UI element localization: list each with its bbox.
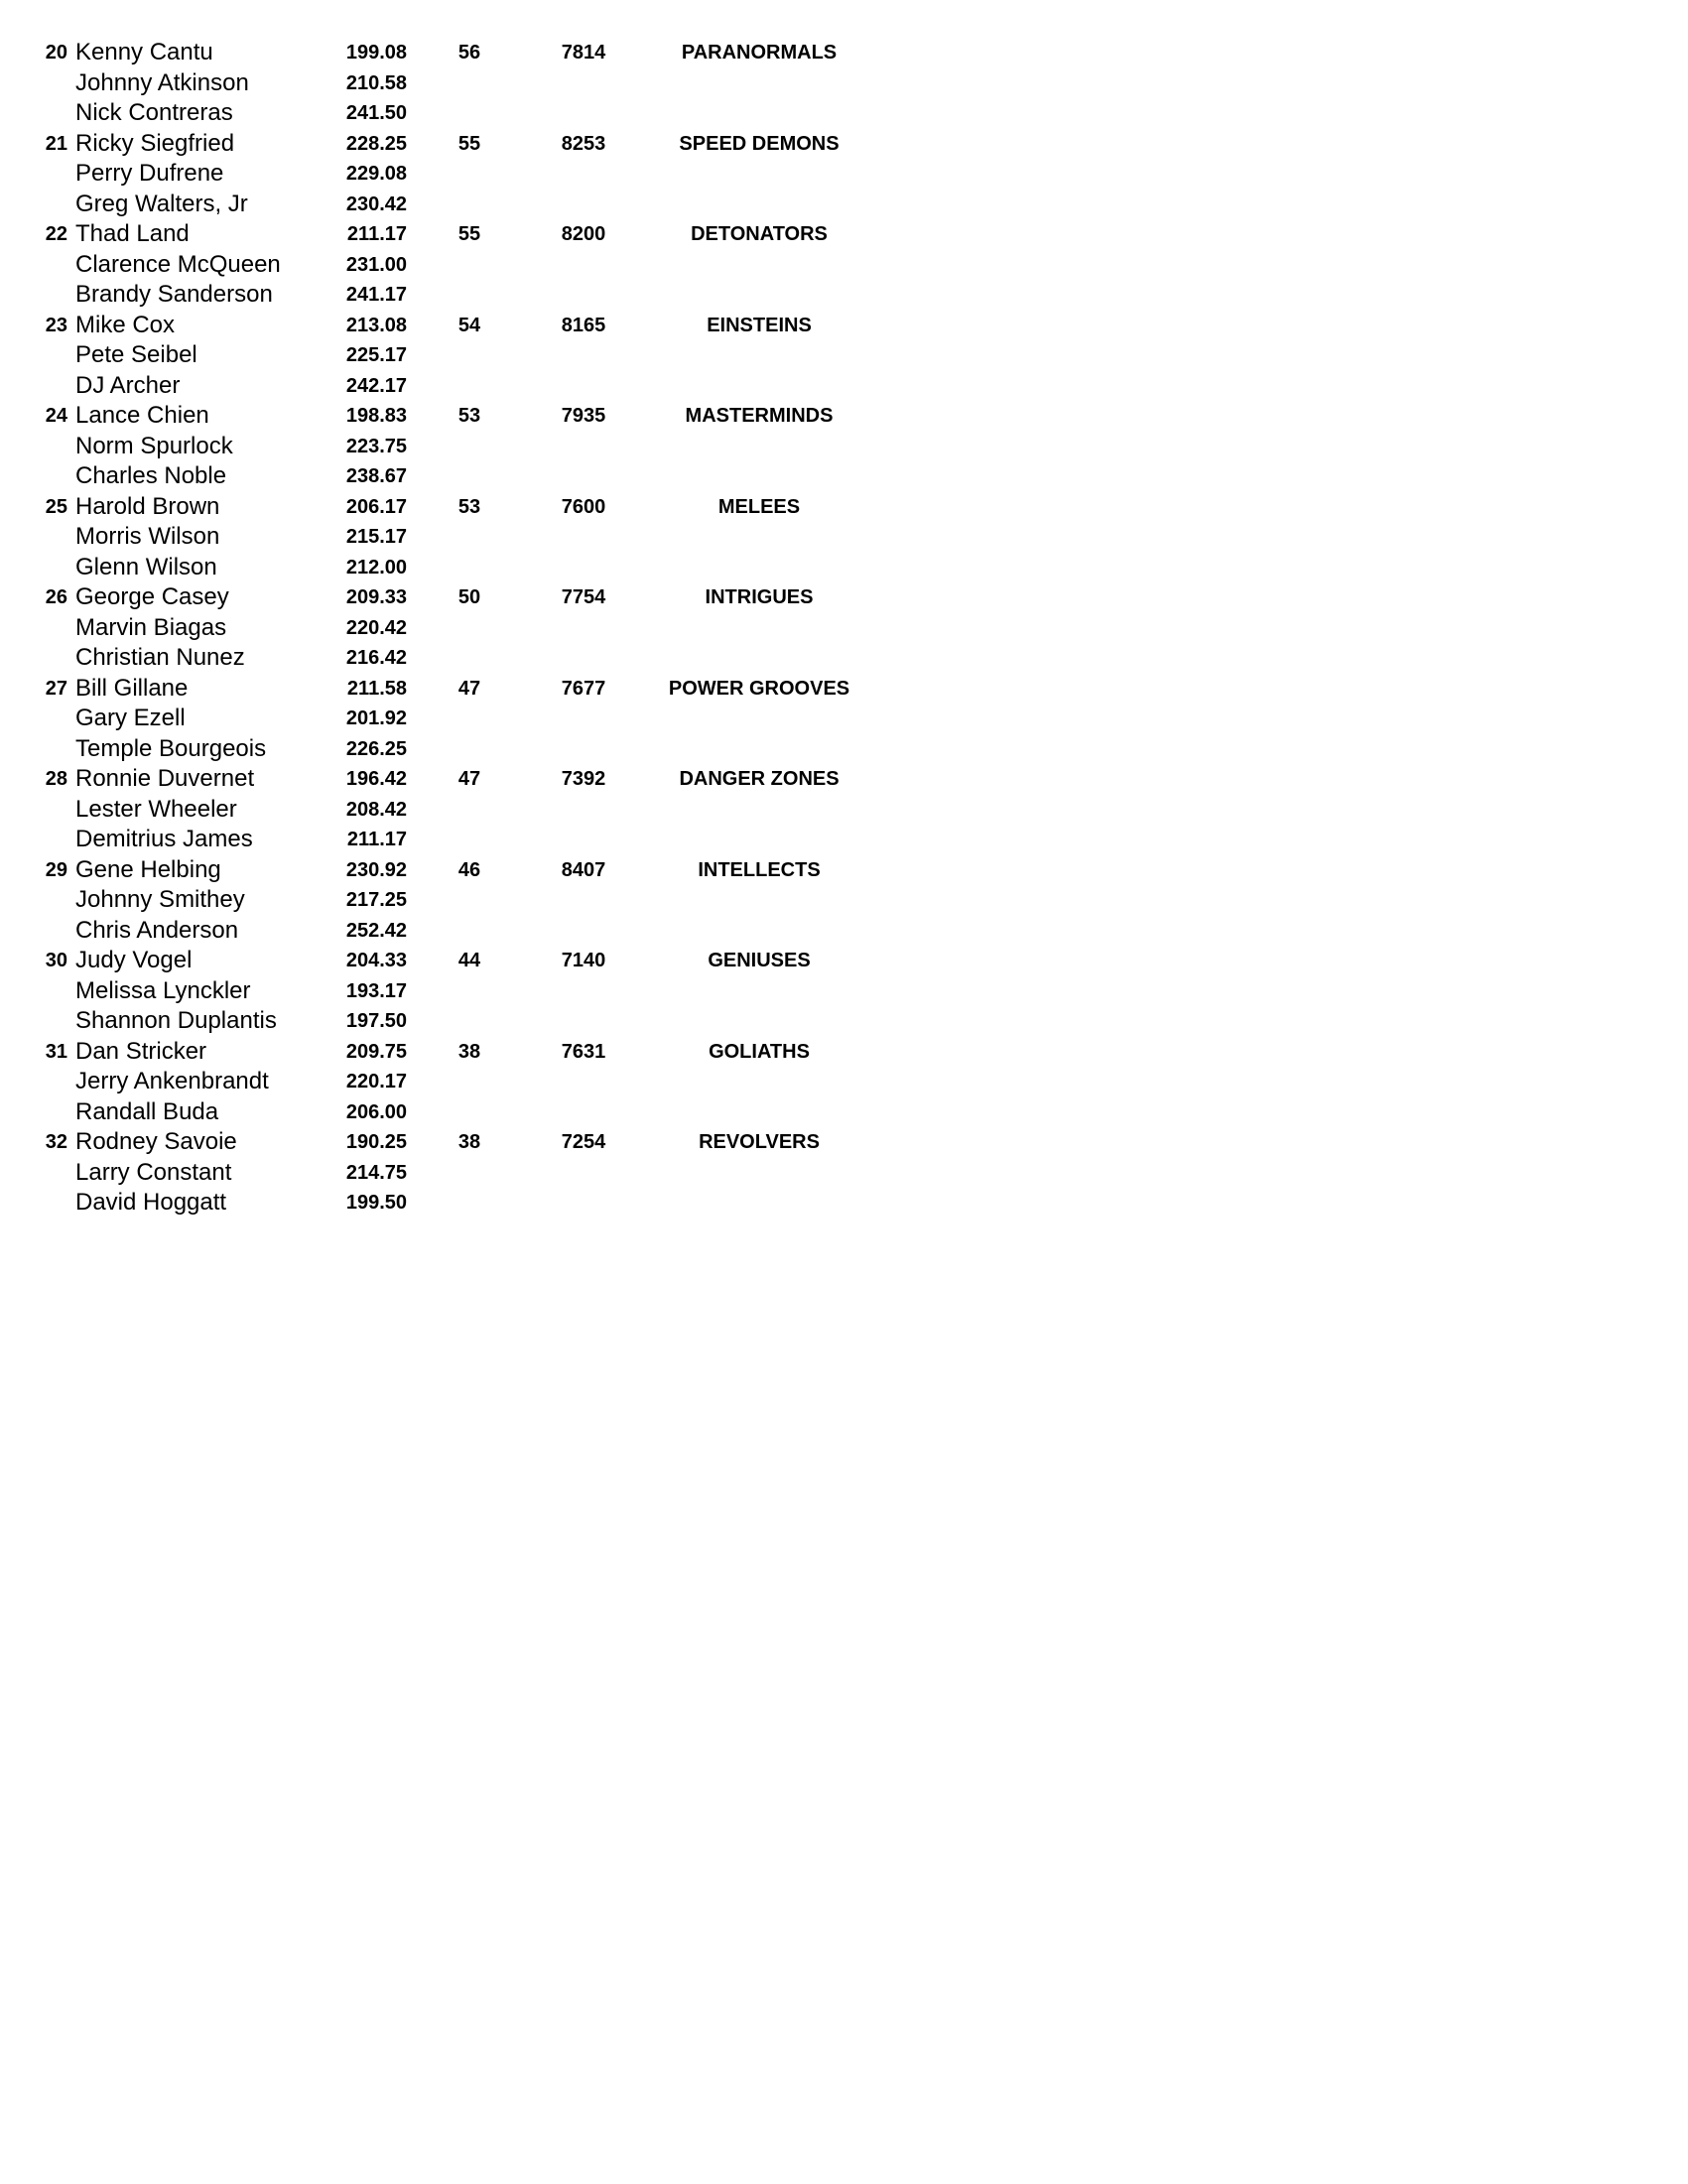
- player-name: Larry Constant: [75, 1158, 232, 1186]
- player-average: 217.25: [345, 889, 407, 911]
- player-name: Clarence McQueen: [75, 250, 281, 278]
- team-block: [0, 129, 992, 220]
- team-points: 53: [457, 405, 481, 427]
- team-pins: 7600: [561, 495, 606, 518]
- player-average: 225.17: [345, 344, 407, 366]
- team-pins: 8165: [561, 314, 606, 336]
- player-name: Morris Wilson: [75, 523, 220, 550]
- team-rank: 22: [45, 223, 67, 245]
- team-name: MASTERMINDS: [685, 405, 834, 427]
- player-average: 230.92: [345, 858, 407, 881]
- standings-table: [0, 38, 992, 1219]
- team-pins: 7677: [561, 677, 606, 700]
- player-row: [0, 522, 992, 553]
- player-name: Christian Nunez: [75, 644, 245, 671]
- player-average: 212.00: [345, 556, 407, 578]
- player-name: Johnny Smithey: [75, 886, 245, 913]
- player-row: [0, 492, 992, 523]
- player-average: 242.17: [345, 374, 407, 397]
- player-row: [0, 855, 992, 886]
- player-row: [0, 946, 992, 976]
- player-name: Nick Contreras: [75, 99, 233, 126]
- team-points: 54: [457, 314, 481, 336]
- team-name: POWER GROOVES: [668, 677, 850, 700]
- team-points: 46: [457, 858, 481, 881]
- team-points: 38: [457, 1040, 481, 1063]
- team-rank: 21: [45, 132, 67, 155]
- team-points: 55: [457, 132, 481, 155]
- player-average: 220.17: [345, 1071, 407, 1092]
- player-average: 206.00: [345, 1100, 407, 1123]
- player-name: Kenny Cantu: [75, 39, 213, 65]
- player-name: Shannon Duplantis: [75, 1007, 277, 1034]
- player-average: 238.67: [345, 465, 407, 487]
- player-average: 208.42: [345, 798, 407, 821]
- team-block: [0, 1127, 992, 1219]
- team-rank: 23: [45, 314, 67, 336]
- player-name: Ricky Siegfried: [75, 129, 235, 157]
- player-average: 252.42: [345, 919, 407, 942]
- team-pins: 7754: [561, 586, 606, 608]
- player-name: Chris Anderson: [75, 916, 239, 944]
- player-average: 216.42: [345, 647, 407, 669]
- player-name: Gary Ezell: [75, 705, 186, 731]
- player-average: 228.25: [345, 132, 407, 155]
- player-row: [0, 38, 992, 68]
- player-name: Dan Stricker: [75, 1037, 207, 1065]
- player-name: Melissa Lynckler: [75, 976, 251, 1004]
- team-rank: 26: [45, 586, 67, 608]
- player-name: Lance Chien: [75, 402, 209, 429]
- player-average: 193.17: [345, 979, 407, 1002]
- player-average: 214.75: [345, 1161, 407, 1184]
- player-row: [0, 461, 992, 492]
- team-block: [0, 946, 992, 1037]
- team-block: [0, 492, 992, 583]
- team-rank: 25: [45, 495, 67, 518]
- team-block: [0, 219, 992, 311]
- team-points: 38: [457, 1131, 481, 1153]
- player-average: 213.08: [345, 314, 407, 336]
- team-rank: 27: [45, 677, 67, 700]
- player-row: [0, 250, 992, 281]
- player-row: [0, 1127, 992, 1158]
- player-average: 230.42: [345, 193, 407, 215]
- player-average: 201.92: [345, 707, 407, 729]
- player-row: [0, 432, 992, 462]
- player-name: Johnny Atkinson: [75, 68, 249, 96]
- player-average: 209.33: [345, 586, 407, 608]
- player-average: 241.17: [345, 284, 407, 306]
- team-pins: 7814: [561, 42, 606, 64]
- player-row: [0, 553, 992, 583]
- player-average: 210.58: [345, 71, 407, 94]
- player-name: Perry Dufrene: [75, 160, 224, 187]
- player-row: [0, 825, 992, 855]
- player-row: [0, 916, 992, 947]
- team-rank: 32: [45, 1131, 67, 1153]
- player-row: [0, 371, 992, 402]
- player-row: [0, 219, 992, 250]
- team-name: INTELLECTS: [698, 858, 821, 881]
- team-rank: 29: [45, 858, 67, 881]
- team-name: REVOLVERS: [699, 1131, 820, 1153]
- player-average: 199.08: [345, 42, 407, 64]
- player-average: 211.17: [346, 223, 407, 245]
- player-name: David Hoggatt: [75, 1189, 227, 1216]
- player-name: George Casey: [75, 583, 229, 610]
- player-name: Gene Helbing: [75, 855, 221, 883]
- team-block: [0, 1037, 992, 1128]
- team-rank: 24: [45, 405, 67, 427]
- player-average: 229.08: [345, 163, 407, 185]
- team-pins: 7254: [561, 1131, 606, 1153]
- team-block: [0, 38, 992, 129]
- team-pins: 7631: [561, 1040, 606, 1063]
- player-row: [0, 159, 992, 190]
- player-row: [0, 401, 992, 432]
- player-row: [0, 674, 992, 705]
- team-pins: 8200: [561, 223, 606, 245]
- player-average: 231.00: [345, 253, 407, 276]
- team-block: [0, 311, 992, 402]
- team-rank: 20: [45, 42, 67, 64]
- player-row: [0, 582, 992, 613]
- player-average: 215.17: [345, 526, 407, 548]
- team-name: GENIUSES: [708, 950, 811, 971]
- player-name: Thad Land: [75, 220, 190, 247]
- player-row: [0, 1067, 992, 1097]
- player-name: Glenn Wilson: [75, 553, 217, 580]
- team-name: PARANORMALS: [681, 42, 838, 64]
- team-pins: 7935: [561, 405, 606, 427]
- player-average: 226.25: [345, 737, 407, 760]
- player-row: [0, 1188, 992, 1219]
- team-name: INTRIGUES: [705, 586, 814, 608]
- team-points: 56: [457, 42, 481, 64]
- player-average: 206.17: [345, 495, 407, 518]
- player-average: 197.50: [345, 1010, 407, 1032]
- player-row: [0, 129, 992, 160]
- team-points: 47: [457, 677, 481, 700]
- player-row: [0, 1158, 992, 1189]
- player-name: Mike Cox: [75, 311, 176, 338]
- team-block: [0, 855, 992, 947]
- player-name: Bill Gillane: [75, 674, 189, 702]
- player-name: Pete Seibel: [75, 341, 197, 368]
- player-row: [0, 280, 992, 311]
- player-average: 223.75: [345, 435, 407, 457]
- team-pins: 8407: [561, 858, 606, 881]
- player-average: 199.50: [345, 1192, 407, 1214]
- player-name: Demitrius James: [75, 826, 253, 852]
- player-name: Brandy Sanderson: [75, 281, 273, 308]
- player-row: [0, 704, 992, 734]
- team-rank: 28: [45, 768, 67, 790]
- player-name: Norm Spurlock: [75, 432, 233, 459]
- player-average: 211.17: [346, 829, 407, 850]
- player-row: [0, 340, 992, 371]
- player-name: Marvin Biagas: [75, 613, 227, 641]
- player-row: [0, 1097, 992, 1128]
- player-name: DJ Archer: [75, 371, 181, 399]
- player-row: [0, 976, 992, 1007]
- team-points: 53: [457, 495, 481, 518]
- player-average: 196.42: [345, 768, 407, 790]
- team-name: DANGER ZONES: [679, 768, 840, 790]
- team-block: [0, 674, 992, 765]
- player-name: Greg Walters, Jr: [75, 190, 248, 217]
- player-row: [0, 98, 992, 129]
- player-row: [0, 68, 992, 99]
- team-name: DETONATORS: [691, 223, 828, 245]
- player-row: [0, 764, 992, 795]
- player-average: 198.83: [345, 405, 407, 427]
- team-points: 44: [457, 950, 481, 971]
- team-block: [0, 764, 992, 855]
- team-rank: 31: [45, 1040, 67, 1063]
- team-name: EINSTEINS: [707, 314, 812, 336]
- player-average: 220.42: [345, 616, 407, 639]
- player-row: [0, 795, 992, 826]
- player-name: Temple Bourgeois: [75, 734, 267, 762]
- player-row: [0, 190, 992, 220]
- team-name: SPEED DEMONS: [679, 132, 840, 155]
- player-name: Rodney Savoie: [75, 1128, 237, 1155]
- player-average: 211.58: [346, 677, 407, 700]
- team-rank: 30: [45, 950, 67, 971]
- player-row: [0, 734, 992, 765]
- team-block: [0, 582, 992, 674]
- player-name: Ronnie Duvernet: [75, 765, 255, 792]
- player-name: Harold Brown: [75, 492, 220, 520]
- player-row: [0, 1037, 992, 1068]
- player-row: [0, 311, 992, 341]
- team-points: 50: [457, 586, 481, 608]
- player-average: 190.25: [345, 1131, 407, 1153]
- player-row: [0, 643, 992, 674]
- team-name: MELEES: [717, 495, 801, 518]
- player-average: 241.50: [345, 102, 407, 124]
- team-pins: 7140: [561, 950, 606, 971]
- player-name: Lester Wheeler: [75, 795, 237, 823]
- player-average: 204.33: [345, 950, 407, 971]
- player-row: [0, 885, 992, 916]
- player-average: 209.75: [345, 1040, 407, 1063]
- player-name: Randall Buda: [75, 1097, 219, 1125]
- player-name: Jerry Ankenbrandt: [75, 1068, 269, 1094]
- team-block: [0, 401, 992, 492]
- team-pins: 8253: [561, 132, 606, 155]
- player-name: Judy Vogel: [75, 947, 193, 973]
- team-name: GOLIATHS: [709, 1040, 810, 1063]
- team-pins: 7392: [561, 768, 606, 790]
- player-row: [0, 1006, 992, 1037]
- player-row: [0, 613, 992, 644]
- player-name: Charles Noble: [75, 462, 227, 489]
- team-points: 55: [457, 223, 481, 245]
- team-points: 47: [457, 768, 481, 790]
